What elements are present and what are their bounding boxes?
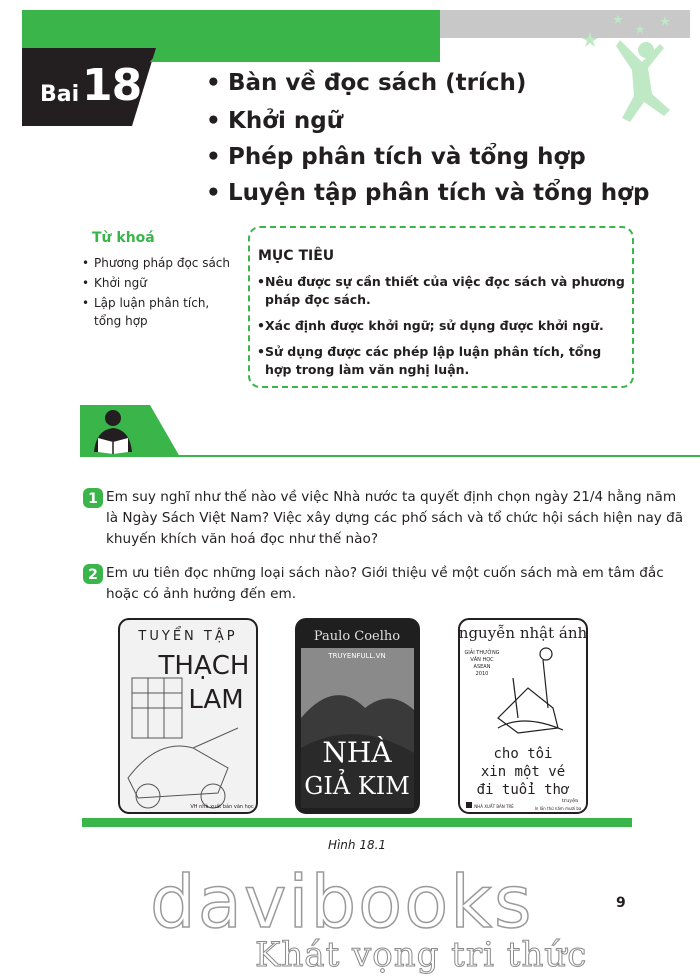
book-cover-thach-lam: [118, 618, 258, 814]
reading-person-icon: [86, 408, 140, 454]
lesson-title-1: • Bàn về đọc sách (trích): [206, 70, 527, 96]
book-footer-note: In lần thứ năm mươi ba: [534, 806, 582, 811]
book-award-line4: 2010: [475, 671, 489, 677]
book-title-line1: NHÀ: [322, 736, 392, 769]
question-1-badge-icon: [82, 487, 104, 509]
keywords-list: [82, 254, 242, 332]
jumping-figure-icon: [560, 10, 690, 130]
question-line: Em suy nghĩ như thế nào về việc Nhà nước ta quyết định chọn ngày 21/4 hằng năm: [106, 489, 677, 505]
watermark-slogan: Khát vọng tri thức: [255, 935, 588, 975]
question-line: hoặc có ảnh hưởng đến em.: [106, 586, 297, 602]
page-number: 9: [616, 895, 626, 911]
objective-item: • Xác định được khởi ngữ; sử dụng được khởi ngữ.: [257, 317, 629, 335]
book-title-line3: đi tuổi thơ: [476, 782, 570, 798]
book-award-line3: ASEAN: [473, 664, 491, 670]
keyword-item: • Phương pháp đọc sách: [82, 254, 242, 272]
objective-item: • Nêu được sự cần thiết của việc đọc sách và phương pháp đọc sách.: [257, 273, 629, 309]
book-title-line1: THẠCH: [158, 651, 250, 681]
book-title-line2: LAM: [188, 685, 244, 715]
book-author: Paulo Coelho: [313, 629, 401, 644]
question-line: là Ngày Sách Việt Nam? Việc xây dựng các phố sách và tổ chức hội sách hiện nay đã: [106, 510, 684, 526]
question-number: 1: [88, 491, 98, 507]
lesson-title-2: • Khởi ngữ: [206, 108, 344, 134]
book-publisher: NHÀ XUẤT BẢN TRẺ: [474, 804, 514, 809]
question-1-text: [106, 487, 686, 550]
book-award-line1: GIẢI THƯỞNG: [464, 650, 500, 656]
lesson-title-4: • Luyện tập phân tích và tổng hợp: [206, 180, 650, 206]
book-award-line2: VĂN HỌC: [470, 657, 494, 663]
keywords-title: Từ khoá: [92, 230, 155, 246]
book-site: TRUYENFULL.VN: [328, 652, 386, 660]
question-2-badge-icon: [82, 563, 104, 585]
lesson-title-3: • Phép phân tích và tổng hợp: [206, 144, 586, 170]
book-series-label: TUYỂN TẬP: [138, 629, 238, 644]
question-2-text: [106, 563, 686, 605]
lesson-label: Bai: [40, 82, 80, 107]
objectives-list: [257, 273, 629, 387]
book-title-line2: xin một vé: [480, 764, 566, 780]
watermark-brand: davibooks: [150, 860, 534, 944]
objectives-title: MỤC TIÊU: [258, 248, 335, 264]
question-line: khuyến khích văn hoá đọc như thế nào?: [106, 531, 379, 547]
question-number: 2: [88, 567, 98, 583]
book-author: nguyễn nhật ánh: [458, 624, 588, 642]
keyword-item: • Khởi ngữ: [82, 274, 242, 292]
figure-baseline: [82, 818, 632, 827]
keyword-item: • Lập luận phân tích, tổng hợp: [82, 294, 212, 330]
lesson-number: 18: [82, 60, 142, 111]
figure-caption: Hình 18.1: [327, 838, 387, 852]
book-subtitle: truyện: [561, 798, 579, 804]
book-title-line2: GIẢ KIM: [304, 772, 410, 800]
objective-item: • Sử dụng được các phép lập luận phân tích, tổng hợp trong làm văn nghị luận.: [257, 343, 629, 379]
question-line: Em ưu tiên đọc những loại sách nào? Giới thiệu về một cuốn sách mà em tâm đắc: [106, 565, 664, 581]
book-title-line1: cho tôi: [493, 746, 553, 762]
book-cover-cho-toi-xin-mot-ve: [458, 618, 588, 814]
book-cover-nha-gia-kim: [295, 618, 420, 814]
banner-slant: [150, 10, 440, 62]
book-publisher: VH nhà xuất bản văn học: [190, 804, 254, 810]
